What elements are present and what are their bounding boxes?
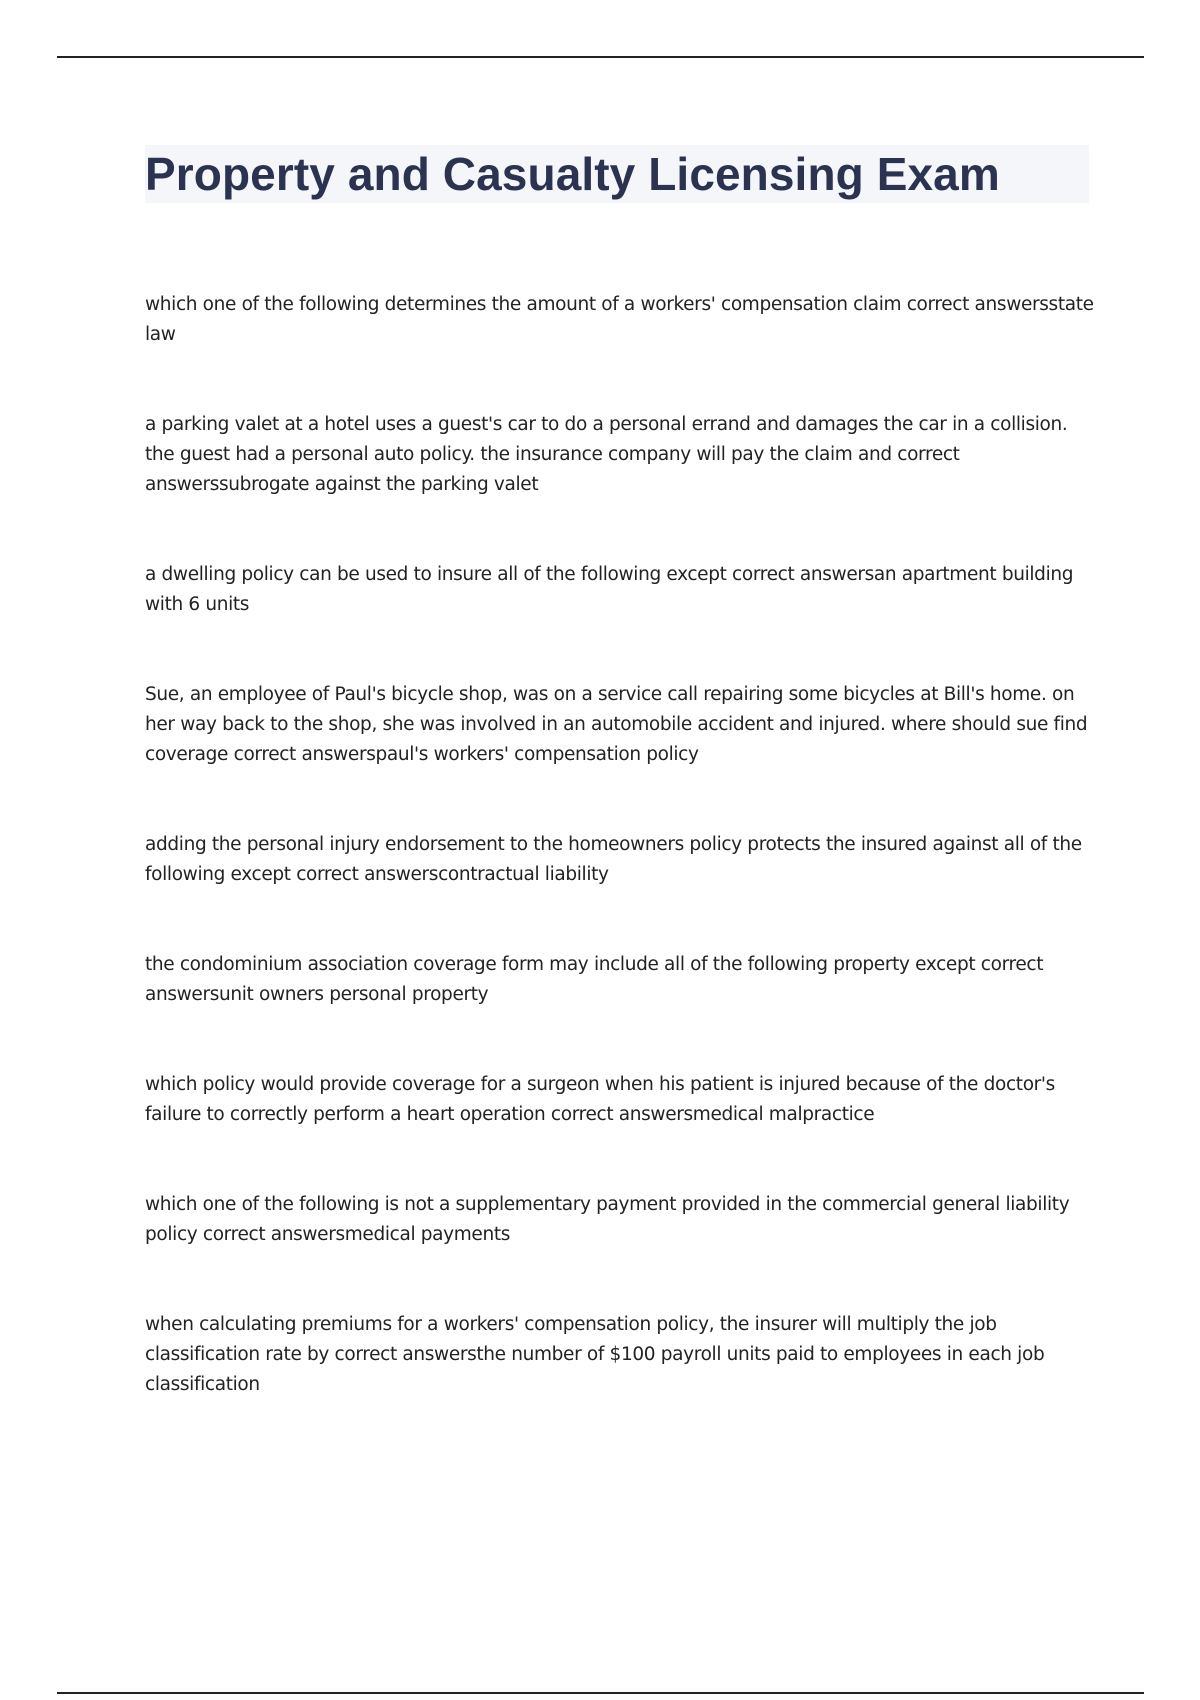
question-item: Sue, an employee of Paul's bicycle shop, was on a service call repairing some bicycles at Bill's home. on her way back to the shop, she was involved in an automobile accident and injured. where should sue find coverage correct answerspaul's workers' compensation policy (145, 684, 1088, 765)
question-item: a parking valet at a hotel uses a guest's car to do a personal errand and damages the car in a collision. the guest had a personal auto policy. the insurance company will pay the claim and correct answerssubrogate against the parking valet (145, 414, 1068, 495)
question-item: which one of the following is not a supplementary payment provided in the commercial general liability policy correct answersmedical payments (145, 1194, 1070, 1245)
question-item: which one of the following determines the amount of a workers' compensation claim correct answersstate law (145, 294, 1094, 345)
question-item: a dwelling policy can be used to insure all of the following except correct answersan apartment building with 6 units (145, 564, 1074, 615)
question-list (145, 290, 1095, 1460)
top-divider (57, 56, 1144, 58)
question-item: the condominium association coverage form may include all of the following property except correct answersunit owners personal property (145, 954, 1044, 1005)
question-item: which policy would provide coverage for a surgeon when his patient is injured because of the doctor's failure to correctly perform a heart operation correct answersmedical malpractice (145, 1074, 1055, 1125)
page-title: Property and Casualty Licensing Exam (145, 148, 1000, 200)
question-item: when calculating premiums for a workers' compensation policy, the insurer will multiply the job classification rate by correct answersthe number of $100 payroll units paid to employees in each job classification (145, 1314, 1045, 1395)
question-item: adding the personal injury endorsement to the homeowners policy protects the insured against all of the following except correct answerscontractual liability (145, 834, 1082, 885)
bottom-divider (57, 1692, 1144, 1694)
